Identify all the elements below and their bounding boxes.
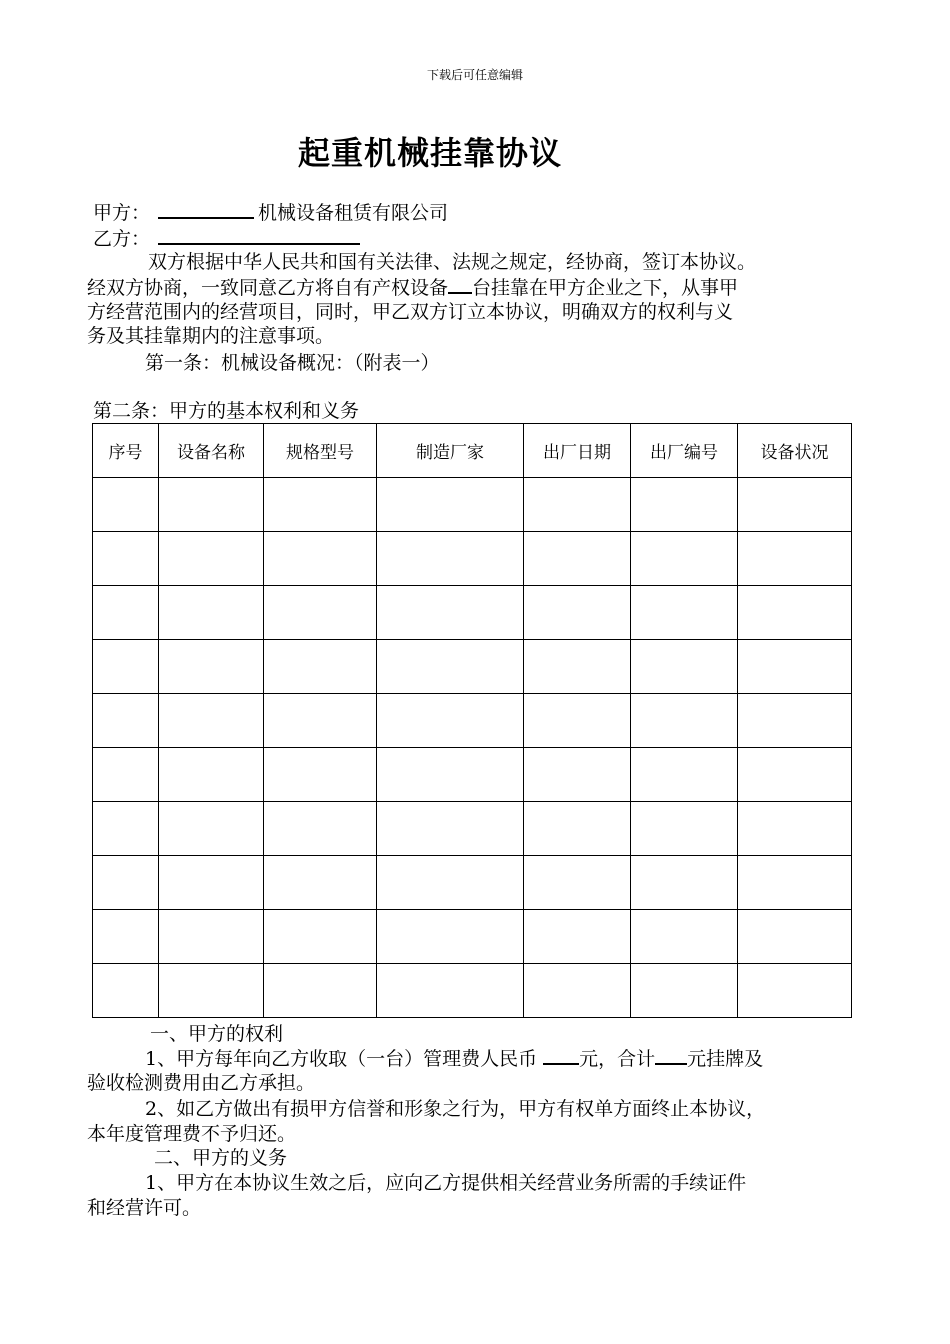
table-row [93,640,852,694]
table-cell [631,640,738,694]
table-row [93,910,852,964]
table-cell [159,532,264,586]
table-cell [524,694,631,748]
table-cell [631,694,738,748]
table-cell [738,964,852,1018]
table-cell [264,964,377,1018]
table-row [93,856,852,910]
table-cell [377,478,524,532]
table-cell [377,856,524,910]
table-cell [524,964,631,1018]
table-cell [264,856,377,910]
obligations-heading: 二、甲方的义务 [154,1147,288,1169]
table-cell [264,748,377,802]
col-header: 设备状况 [738,424,852,478]
table-cell [264,586,377,640]
table-cell [631,748,738,802]
table-cell [738,748,852,802]
table-cell [93,748,159,802]
table-cell [738,640,852,694]
table-cell [524,748,631,802]
col-header: 出厂编号 [631,424,738,478]
table-cell [377,748,524,802]
table-cell [524,802,631,856]
rights-item-2: 2、如乙方做出有损甲方信誉和形象之行为，甲方有权单方面终止本协议， [145,1098,766,1120]
table-cell [738,478,852,532]
table-row [93,586,852,640]
party-b-blank [158,225,360,245]
table-row [93,964,852,1018]
table-cell [377,694,524,748]
table-row [93,532,852,586]
table-row [93,748,852,802]
table-cell [738,694,852,748]
header-note: 下载后可任意编辑 [426,68,523,82]
col-header: 规格型号 [264,424,377,478]
table-cell [524,586,631,640]
table-cell [264,910,377,964]
table-row [93,802,852,856]
table-cell [93,964,159,1018]
party-a-name: 机械设备租赁有限公司 [258,202,449,224]
table-cell [738,802,852,856]
party-a-blank [158,199,254,219]
table-row [93,478,852,532]
table-cell [377,910,524,964]
table-cell [738,532,852,586]
table-row [93,694,852,748]
article-1: 第一条：机械设备概况：（附表一） [145,352,440,374]
col-header: 序号 [93,424,159,478]
table-cell [631,910,738,964]
party-b-label: 乙方： [93,228,151,250]
intro-line-2a: 经双方协商，一致同意乙方将自有产权设备 [87,277,449,299]
table-cell [159,910,264,964]
table-cell [93,802,159,856]
table-cell [264,694,377,748]
rights-item-1-cont: 验收检测费用由乙方承担。 [87,1072,316,1094]
table-cell [631,856,738,910]
table-cell [377,532,524,586]
table-cell [93,694,159,748]
col-header: 制造厂家 [377,424,524,478]
table-cell [159,478,264,532]
table-cell [631,586,738,640]
col-header: 出厂日期 [524,424,631,478]
rights-item-1c: 元挂牌及 [687,1048,764,1070]
table-cell [377,964,524,1018]
rights-item-1 [145,1045,763,1072]
table-cell [159,802,264,856]
table-cell [264,640,377,694]
table-cell [524,856,631,910]
equipment-count-blank [448,274,472,294]
intro-line-3: 方经营范围内的经营项目，同时，甲乙双方订立本协议，明确双方的权利与义 [87,301,734,323]
table-cell [524,532,631,586]
col-header: 设备名称 [159,424,264,478]
table-cell [631,532,738,586]
intro-line-1: 双方根据中华人民共和国有关法律、法规之规定，经协商，签订本协议。 [148,251,757,273]
table-cell [738,856,852,910]
table-cell [264,532,377,586]
obligations-item-1-cont: 和经营许可。 [87,1197,202,1219]
table-cell [159,748,264,802]
table-header-row [93,424,852,478]
rights-item-2-cont: 本年度管理费不予归还。 [87,1123,297,1145]
rights-heading: 一、甲方的权利 [150,1023,284,1045]
table-cell [738,586,852,640]
table-cell [93,856,159,910]
table-cell [264,478,377,532]
table-cell [93,532,159,586]
document-title: 起重机械挂靠协议 [297,134,562,172]
table-cell [93,640,159,694]
table-cell [524,640,631,694]
rights-item-1a: 1、甲方每年向乙方收取（一台）管理费人民币 [145,1048,538,1070]
article-2: 第二条：甲方的基本权利和义务 [93,400,360,422]
table-cell [738,910,852,964]
table-cell [159,640,264,694]
intro-line-2b: 台挂靠在甲方企业之下，从事甲 [472,277,739,299]
intro-line-2 [87,274,738,301]
table-cell [93,478,159,532]
table-cell [377,586,524,640]
table-cell [264,802,377,856]
table-cell [159,694,264,748]
fee-blank [543,1045,579,1065]
party-b-line [93,225,360,252]
table-cell [524,910,631,964]
table-cell [377,640,524,694]
party-a-line [93,199,448,226]
table-cell [524,478,631,532]
table-cell [93,910,159,964]
table-cell [631,964,738,1018]
equipment-table [92,423,852,1018]
intro-line-4: 务及其挂靠期内的注意事项。 [87,325,335,347]
table-cell [631,802,738,856]
table-cell [159,586,264,640]
rights-item-1b: 元，合计 [579,1048,656,1070]
obligations-item-1: 1、甲方在本协议生效之后，应向乙方提供相关经营业务所需的手续证件 [145,1172,747,1194]
table-cell [159,964,264,1018]
total-blank [655,1045,687,1065]
table-cell [377,802,524,856]
party-a-label: 甲方： [93,202,151,224]
table-cell [631,478,738,532]
table-cell [93,586,159,640]
table-cell [159,856,264,910]
